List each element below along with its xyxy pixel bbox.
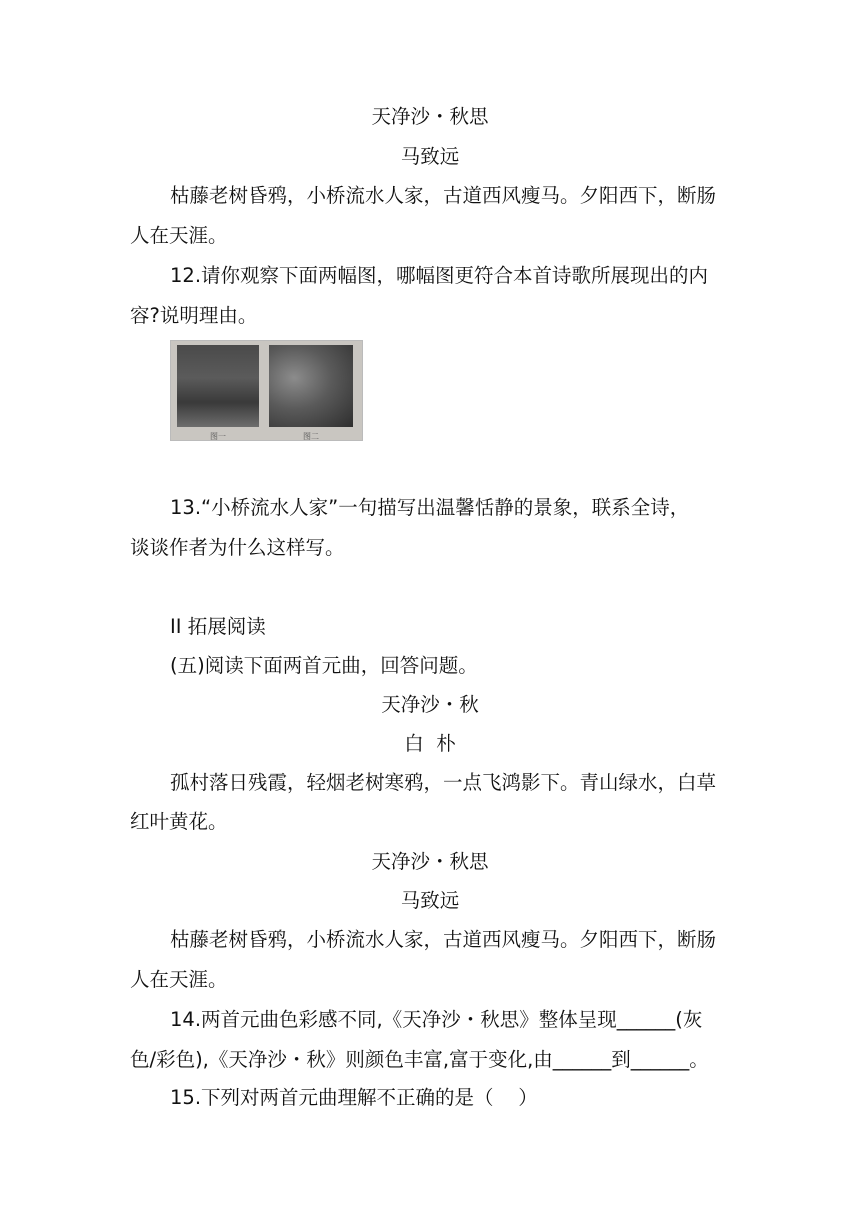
q15-line1: 15.下列对两首元曲理解不正确的是（ ） [170,1086,538,1109]
poem1-line1: 枯藤老树昏鸦，小桥流水人家，古道西风瘦马。夕阳西下，断肠 [170,184,717,207]
poem2-line2: 红叶黄花。 [130,810,228,833]
q13-line2: 谈谈作者为什么这样写。 [130,536,345,559]
poem1-title: 天净沙・秋思 [371,105,489,128]
poem3-line2: 人在天涯。 [130,968,228,991]
comparison-image [170,340,363,441]
picture-one-caption: 图一 [210,432,226,441]
poem2-author: 白 朴 [404,732,456,755]
poem2-title: 天净沙・秋 [381,693,479,716]
poem3-author: 马致远 [400,889,460,912]
section-intro: (五)阅读下面两首元曲，回答问题。 [170,654,478,677]
q14-line2: 色/彩色),《天净沙・秋》则颜色丰富,富于变化,由______到______。 [130,1048,709,1071]
q13-line1: 13.“小桥流水人家”一句描写出温馨恬静的景象，联系全诗， [170,496,690,519]
q14-line1: 14.两首元曲色彩感不同,《天净沙・秋思》整体呈现______(灰 [170,1008,703,1031]
poem2-line1: 孤村落日残霞，轻烟老树寒鸦，一点飞鸿影下。青山绿水，白草 [170,771,717,794]
picture-two-caption: 图二 [303,432,319,441]
picture-two [269,345,353,427]
poem1-author: 马致远 [400,145,460,168]
q12-line1: 12.请你观察下面两幅图，哪幅图更符合本首诗歌所展现出的内 [170,264,709,287]
section-heading: II 拓展阅读 [170,615,266,638]
poem3-line1: 枯藤老树昏鸦，小桥流水人家，古道西风瘦马。夕阳西下，断肠 [170,928,717,951]
poem1-line2: 人在天涯。 [130,224,228,247]
poem3-title: 天净沙・秋思 [371,850,489,873]
q12-line2: 容?说明理由。 [130,304,258,327]
picture-one [177,345,259,427]
